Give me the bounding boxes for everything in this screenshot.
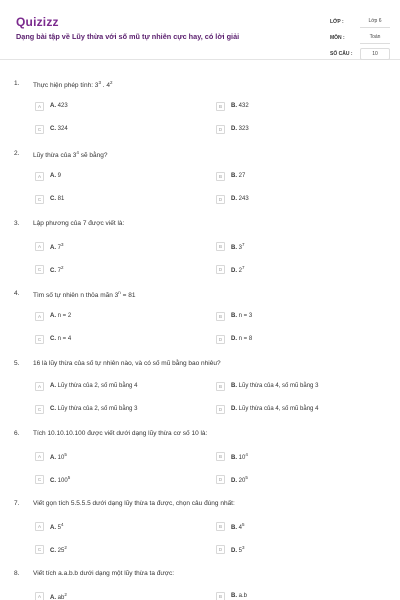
option-letter-box: B [216,172,225,181]
option-letter-box: B [216,382,225,391]
option-letter-box: B [216,592,225,600]
worksheet-title: Dạng bài tập về Lũy thừa với số mũ tự nhiên cực hay, có lời giải [16,32,240,41]
option-text: A. Lũy thừa của 2, số mũ bằng 4 [50,383,138,389]
meta-row-question-count [330,46,390,62]
option-letter-box: C [35,265,44,274]
option-c[interactable] [35,193,64,205]
question-number: 2. [14,150,20,157]
option-a[interactable] [35,100,68,112]
option-b[interactable] [216,100,249,112]
option-letter-box: C [35,475,44,484]
option-text: A. 9 [50,173,62,179]
option-a[interactable] [35,310,71,322]
option-d[interactable] [216,123,249,135]
option-text: C. $25^2$ [50,544,67,554]
meta-value: 10 [360,48,390,60]
option-text: A. n = 2 [50,313,72,319]
option-letter-box: A [35,312,44,321]
option-letter-box: A [35,592,44,600]
option-letter-box: D [216,335,225,344]
option-a[interactable] [35,450,67,462]
option-letter-box: A [35,242,44,251]
option-letter-box: A [35,382,44,391]
option-letter-box: D [216,195,225,204]
option-a[interactable] [35,380,137,392]
question-text: 16 là lũy thừa của số tự nhiên nào, và có số mũ bằng bao nhiêu? [33,360,221,367]
option-text: D. n = 8 [231,336,253,342]
option-letter-box: C [35,545,44,554]
option-text: C. Lũy thừa của 2, số mũ bằng 3 [50,406,138,412]
option-text: B. n = 3 [231,313,253,319]
option-a[interactable] [35,240,64,252]
option-text: B. 432 [231,103,249,109]
question-number: 1. [14,80,20,87]
option-text: B. Lũy thừa của 4, số mũ bằng 3 [231,383,319,389]
option-text: B. 27 [231,173,246,179]
question-text: Tích 10.10.10.100 được viết dưới dạng lũy thừa cơ số 10 là: [33,430,208,437]
option-b[interactable] [216,310,252,322]
option-text: A. $ab^2$ [50,591,67,600]
question-text: Thực hiện phép tính: $3^3$ . $4^2$ [33,80,113,90]
option-letter-box: D [216,545,225,554]
option-b[interactable] [216,520,245,532]
option-c[interactable] [35,473,70,485]
option-a[interactable] [35,170,61,182]
meta-label: LỚP : [330,19,344,25]
option-c[interactable] [35,333,71,345]
option-d[interactable] [216,333,252,345]
option-letter-box: A [35,172,44,181]
option-letter-box: D [216,125,225,134]
option-text: A. $5^4$ [50,521,64,531]
option-text: C. 324 [50,126,68,132]
option-text: B. $10^4$ [231,451,248,461]
option-letter-box: D [216,405,225,414]
option-d[interactable] [216,263,245,275]
option-text: D. 243 [231,196,249,202]
option-a[interactable] [35,590,67,600]
meta-label: MÔN : [330,35,345,41]
meta-row-subject [330,30,390,46]
option-letter-box: D [216,475,225,484]
option-letter-box: C [35,335,44,344]
option-text: A. $10^5$ [50,451,67,461]
option-a[interactable] [35,520,64,532]
option-d[interactable] [216,543,245,555]
option-text: D. $20^5$ [231,474,248,484]
option-text: B. a.b [231,593,248,599]
question-number: 3. [14,220,20,227]
option-letter-box: B [216,522,225,531]
option-text: D. $2^7$ [231,264,245,274]
option-text: B. $4^5$ [231,521,245,531]
option-letter-box: A [35,452,44,461]
option-b[interactable] [216,170,245,182]
option-c[interactable] [35,403,137,415]
meta-value: Toán [360,32,390,44]
option-b[interactable] [216,380,318,392]
option-b[interactable] [216,590,247,600]
option-text: C. n = 4 [50,336,72,342]
option-letter-box: C [35,125,44,134]
option-letter-box: A [35,102,44,111]
meta-value: Lớp 6 [360,16,390,28]
quizizz-logo: Quizizz [16,15,59,29]
option-d[interactable] [216,193,249,205]
option-c[interactable] [35,123,68,135]
option-d[interactable] [216,403,318,415]
question-text: Viết gọn tích 5.5.5.5 dưới dạng lũy thừa ta được, chọn câu đúng nhất: [33,500,235,507]
question-number: 7. [14,500,20,507]
option-letter-box: A [35,522,44,531]
question-number: 4. [14,290,20,297]
option-text: B. $3^7$ [231,241,245,251]
worksheet-header [0,0,400,60]
question-text: Tìm số tự nhiên n thỏa mãn $3^n = 81$ [33,290,136,300]
option-text: A. 423 [50,103,68,109]
option-b[interactable] [216,240,245,252]
option-b[interactable] [216,450,248,462]
worksheet-meta [330,14,390,62]
option-text: D. Lũy thừa của 4, số mũ bằng 4 [231,406,319,412]
option-c[interactable] [35,263,64,275]
option-text: C. $7^2$ [50,264,64,274]
option-text: A. $7^3$ [50,241,64,251]
meta-label: SỐ CÂU : [330,51,353,57]
option-text: C. $100^5$ [50,474,71,484]
question-number: 5. [14,360,20,367]
option-letter-box: B [216,102,225,111]
option-text: C. 81 [50,196,65,202]
option-letter-box: D [216,265,225,274]
question-text: Lập phương của 7 được viết là: [33,220,125,227]
question-number: 8. [14,570,20,577]
option-letter-box: C [35,195,44,204]
question-text: Lũy thừa của $3^4$ sẽ bằng? [33,150,108,160]
option-letter-box: B [216,242,225,251]
meta-row-class [330,14,390,30]
option-letter-box: B [216,312,225,321]
option-letter-box: B [216,452,225,461]
option-text: D. 323 [231,126,249,132]
question-text: Viết tích a.a.b.b dưới dạng một lũy thừa ta được: [33,570,175,577]
option-c[interactable] [35,543,67,555]
question-number: 6. [14,430,20,437]
option-letter-box: C [35,405,44,414]
option-d[interactable] [216,473,248,485]
option-text: D. $5^3$ [231,544,245,554]
